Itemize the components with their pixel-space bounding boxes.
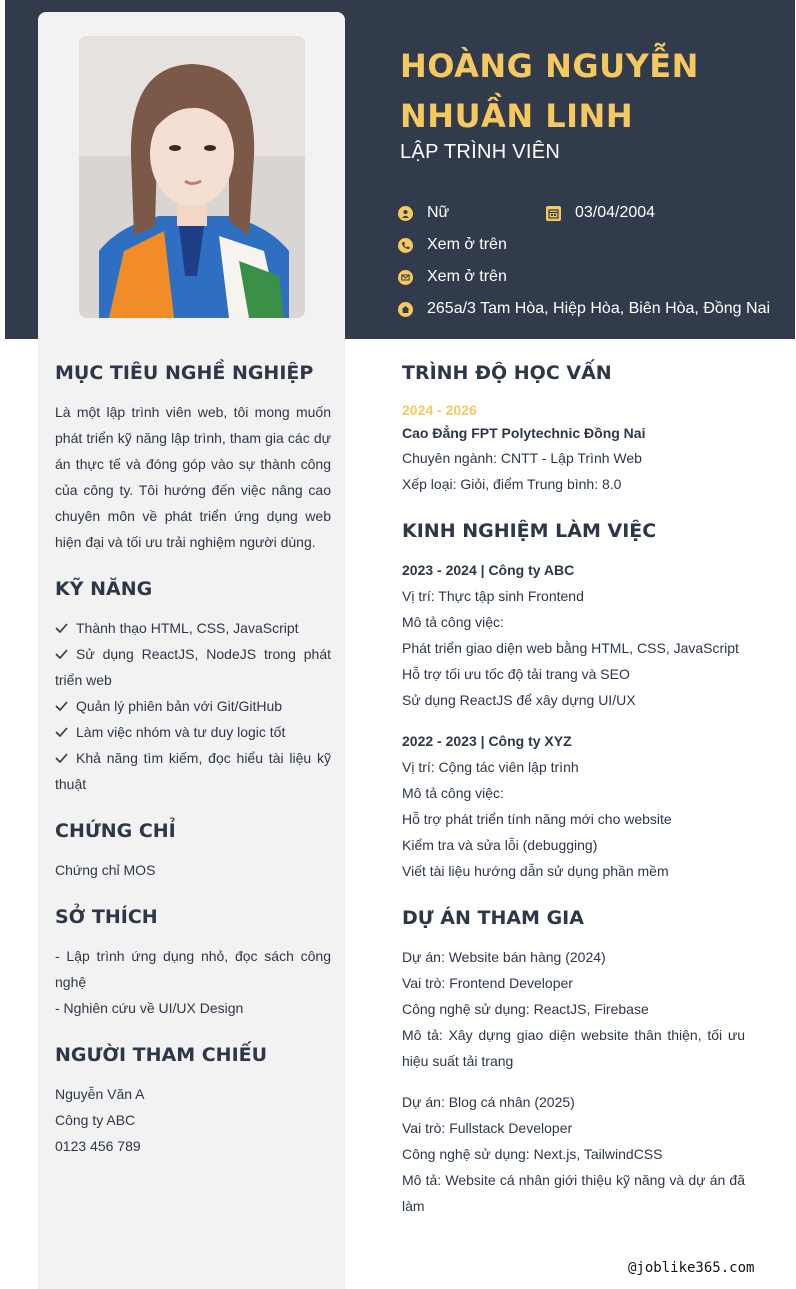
skill-item — [55, 693, 331, 719]
education-major: Chuyên ngành: CNTT - Lập Trình Web — [402, 450, 642, 466]
projects-title: DỰ ÁN THAM GIA — [402, 907, 584, 929]
reference-name: Nguyễn Văn A — [55, 1086, 145, 1102]
education-title: TRÌNH ĐỘ HỌC VẤN — [402, 362, 612, 384]
watermark: @joblike365.com — [628, 1260, 755, 1276]
calendar-icon — [546, 206, 561, 221]
skills-title: KỸ NĂNG — [55, 578, 153, 600]
profile-photo — [79, 36, 305, 318]
job-task: Hỗ trợ phát triển tính năng mới cho website — [402, 811, 672, 827]
job-task: Phát triển giao diện web bằng HTML, CSS, JavaScript — [402, 640, 739, 656]
phone-icon — [398, 238, 413, 253]
birthday-value: 03/04/2004 — [575, 204, 656, 221]
job-position: Vị trí: Thực tập sinh Frontend — [402, 588, 584, 604]
user-icon — [398, 206, 413, 221]
skill-text: Sử dụng ReactJS, NodeJS trong phát triển web — [55, 646, 331, 688]
job-period: 2023 - 2024 — [402, 562, 477, 578]
skill-item — [55, 641, 331, 693]
skill-text: Thành thạo HTML, CSS, JavaScript — [76, 620, 299, 636]
project-role: Vai trò: Fullstack Developer — [402, 1120, 573, 1136]
references-title: NGƯỜI THAM CHIẾU — [55, 1044, 268, 1066]
project-tech: Công nghệ sử dụng: Next.js, TailwindCSS — [402, 1146, 663, 1162]
project-desc: Mô tả: Xây dựng giao diện website thân thiện, tối ưu hiệu suất tải trang — [402, 1027, 745, 1069]
job-task: Sử dụng ReactJS để xây dựng UI/UX — [402, 692, 636, 708]
hobby-item: - Lập trình ứng dụng nhỏ, đọc sách công nghệ — [55, 948, 331, 990]
job-task: Hỗ trợ tối ưu tốc độ tải trang và SEO — [402, 666, 630, 682]
skill-text: Làm việc nhóm và tư duy logic tốt — [76, 724, 286, 740]
job-company: Công ty XYZ — [488, 733, 572, 749]
check-icon — [55, 701, 68, 711]
education-years: 2024 - 2026 — [402, 402, 477, 418]
job-title: LẬP TRÌNH VIÊN — [400, 141, 561, 163]
address-value: 265a/3 Tam Hòa, Hiệp Hòa, Biên Hòa, Đồng Nai — [427, 300, 771, 317]
job-heading: 2022 - 2023 | Công ty XYZ — [402, 733, 572, 749]
job-position: Vị trí: Cộng tác viên lập trình — [402, 759, 579, 775]
reference-phone: 0123 456 789 — [55, 1138, 141, 1154]
skill-item — [55, 719, 331, 745]
email-value: Xem ở trên — [427, 268, 507, 285]
check-icon — [55, 623, 68, 633]
job-desc-label: Mô tả công việc: — [402, 785, 504, 801]
check-icon — [55, 649, 68, 659]
education-grade: Xếp loại: Giỏi, điểm Trung bình: 8.0 — [402, 476, 622, 492]
mail-icon — [398, 270, 413, 285]
experience-title: KINH NGHIỆM LÀM VIỆC — [402, 520, 657, 542]
gender-value: Nữ — [427, 204, 450, 221]
address-row — [398, 300, 770, 318]
check-icon — [55, 727, 68, 737]
project-name: Dự án: Blog cá nhân (2025) — [402, 1094, 575, 1110]
certificates-title: CHỨNG CHỈ — [55, 820, 176, 842]
gender-row — [398, 204, 449, 222]
phone-value: Xem ở trên — [427, 236, 507, 253]
home-icon — [398, 302, 413, 317]
education-school: Cao Đẳng FPT Polytechnic Đồng Nai — [402, 425, 646, 441]
objective-title: MỤC TIÊU NGHỀ NGHIỆP — [55, 362, 314, 384]
objective-text: Là một lập trình viên web, tôi mong muốn phát triển kỹ năng lập trình, tham gia các dự án thực tế và đóng góp vào sự thành công của công ty. Tôi hướng đến việc nâng cao chuyên môn về phát triển ứng dụng web hiện đại và tối ưu trải nghiệm người dùng. — [55, 404, 331, 550]
job-company: Công ty ABC — [488, 562, 575, 578]
job-desc-label: Mô tả công việc: — [402, 614, 504, 630]
job-task: Kiểm tra và sửa lỗi (debugging) — [402, 837, 598, 853]
birthday-row — [546, 204, 655, 222]
skill-text: Quản lý phiên bản với Git/GitHub — [76, 698, 283, 714]
candidate-name: HOÀNG NGUYỄN NHUẦN LINH — [400, 47, 699, 135]
project-role: Vai trò: Frontend Developer — [402, 975, 573, 991]
certificate-item: Chứng chỉ MOS — [55, 862, 156, 878]
check-icon — [55, 753, 68, 763]
email-row — [398, 268, 507, 286]
job-period: 2022 - 2023 — [402, 733, 477, 749]
project-tech: Công nghệ sử dụng: ReactJS, Firebase — [402, 1001, 649, 1017]
hobby-item: - Nghiên cứu về UI/UX Design — [55, 1000, 244, 1016]
phone-row — [398, 236, 507, 254]
skill-text: Khả năng tìm kiếm, đọc hiểu tài liệu kỹ thuật — [55, 750, 331, 792]
skill-item — [55, 745, 331, 797]
project-desc: Mô tả: Website cá nhân giới thiệu kỹ năng và dự án đã làm — [402, 1172, 745, 1214]
reference-company: Công ty ABC — [55, 1112, 136, 1128]
project-name: Dự án: Website bán hàng (2024) — [402, 949, 606, 965]
skill-item — [55, 615, 331, 641]
job-task: Viết tài liệu hướng dẫn sử dụng phần mềm — [402, 863, 669, 879]
job-heading: 2023 - 2024 | Công ty ABC — [402, 562, 575, 578]
hobbies-title: SỞ THÍCH — [55, 906, 158, 928]
